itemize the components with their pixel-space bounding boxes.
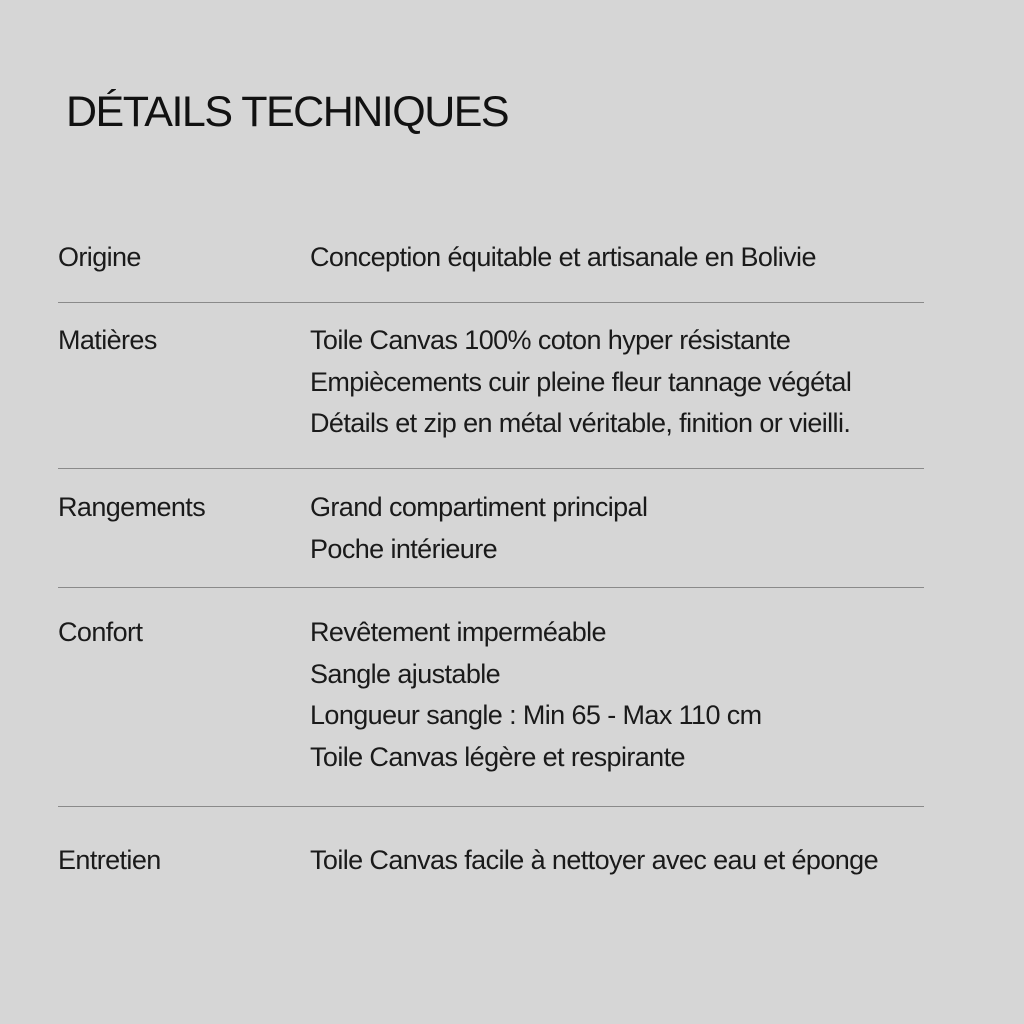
spec-values [310, 237, 816, 279]
spec-value-line: Sangle ajustable [310, 658, 501, 689]
spec-label: Matières [58, 325, 157, 355]
spec-value-line: Grand compartiment principal [310, 492, 648, 522]
spec-value-line: Poche intérieure [310, 533, 498, 564]
spec-value-line: Toile Canvas 100% coton hyper résistante [310, 325, 791, 355]
divider [58, 806, 924, 807]
divider [58, 587, 924, 588]
divider [58, 468, 924, 469]
page-title: DÉTAILS TECHNIQUES [66, 88, 509, 136]
spec-label: Origine [58, 242, 141, 272]
spec-label: Confort [58, 617, 143, 647]
spec-label: Rangements [58, 492, 206, 522]
spec-value-line: Toile Canvas légère et respirante [310, 741, 685, 772]
spec-value-line: Conception équitable et artisanale en Bolivie [310, 242, 816, 272]
divider [58, 302, 924, 303]
spec-values [310, 320, 851, 445]
spec-value-line: Empiècements cuir pleine fleur tannage végétal [310, 366, 852, 397]
spec-value-line: Détails et zip en métal véritable, finition or vieilli. [310, 408, 851, 438]
spec-values [310, 612, 762, 778]
spec-value-line: Longueur sangle : Min 65 - Max 110 cm [310, 700, 762, 730]
spec-values [310, 487, 647, 570]
spec-values [310, 840, 878, 882]
spec-value-line: Toile Canvas facile à nettoyer avec eau et éponge [310, 845, 878, 875]
spec-value-line: Revêtement imperméable [310, 617, 606, 647]
spec-label: Entretien [58, 845, 161, 875]
